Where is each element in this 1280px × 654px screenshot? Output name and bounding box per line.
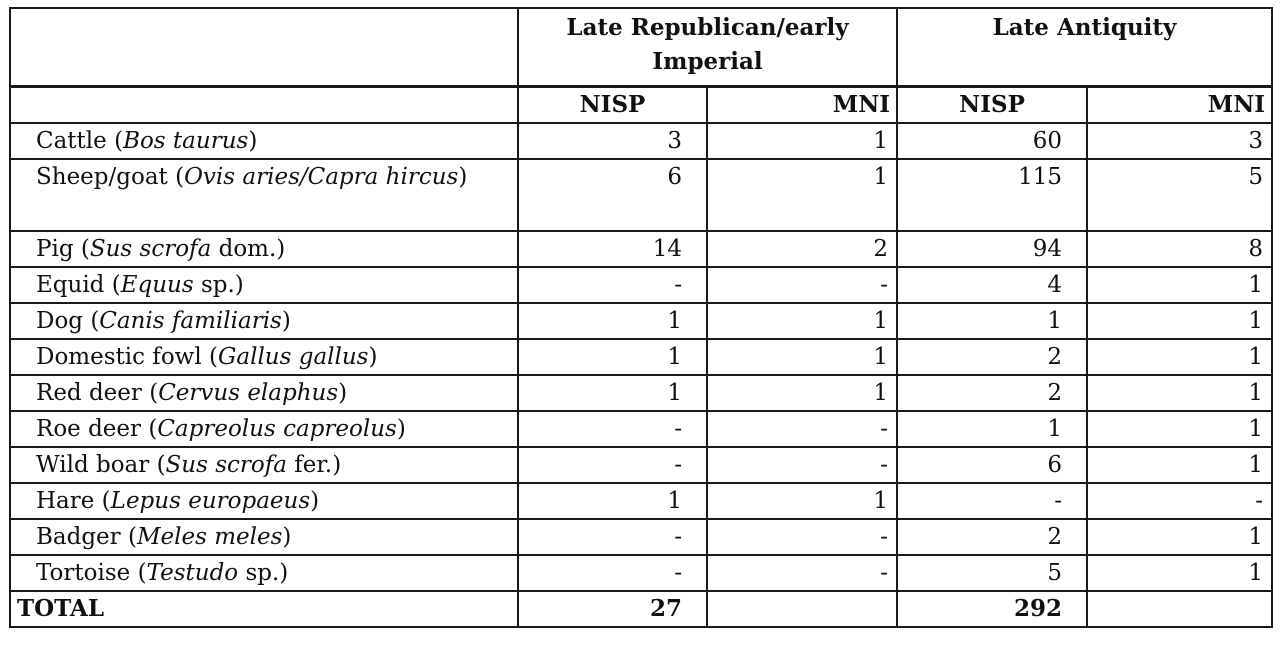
cell-la-nisp: 2 — [897, 519, 1087, 555]
sub-header-lr-mni: MNI — [707, 87, 897, 124]
taxon-name — [10, 231, 518, 267]
table-row — [10, 519, 1272, 555]
taxon-suffix: ) — [248, 128, 258, 154]
cell-lr-mni: - — [707, 519, 897, 555]
taxon-name — [10, 159, 518, 231]
total-la-nisp: 292 — [897, 591, 1087, 627]
cell-lr-mni: 1 — [707, 339, 897, 375]
table-row — [10, 483, 1272, 519]
cell-la-mni: 1 — [1087, 411, 1272, 447]
taxon-common-name: Sheep/goat ( — [36, 164, 185, 190]
total-la-mni — [1087, 591, 1272, 627]
cell-la-nisp: 94 — [897, 231, 1087, 267]
taxon-suffix: fer.) — [286, 452, 342, 478]
cell-la-mni: 1 — [1087, 519, 1272, 555]
taxon-name — [10, 519, 518, 555]
cell-lr-mni: 1 — [707, 303, 897, 339]
taxon-common-name: Domestic fowl ( — [36, 344, 218, 370]
taxon-latin-name: Testudo — [146, 560, 239, 586]
cell-lr-mni: - — [707, 411, 897, 447]
group-header-late-republican: Late Republican/early Imperial — [518, 8, 897, 87]
cell-la-mni: 8 — [1087, 231, 1272, 267]
cell-lr-nisp: 1 — [518, 339, 707, 375]
group-header-row — [10, 8, 1272, 87]
cell-lr-nisp: 3 — [518, 123, 707, 159]
table-row — [10, 159, 1272, 231]
taxon-latin-name: Cervus elaphus — [158, 380, 339, 406]
taxon-name — [10, 339, 518, 375]
sub-header-lr-nisp: NISP — [518, 87, 707, 124]
cell-la-mni: 1 — [1087, 555, 1272, 591]
taxon-common-name: Red deer ( — [36, 380, 159, 406]
cell-la-mni: 1 — [1087, 267, 1272, 303]
taxon-common-name: Hare ( — [36, 488, 111, 514]
cell-lr-nisp: 14 — [518, 231, 707, 267]
taxon-suffix: ) — [338, 380, 348, 406]
cell-lr-nisp: 1 — [518, 375, 707, 411]
cell-lr-mni: 2 — [707, 231, 897, 267]
taxon-name — [10, 303, 518, 339]
table-row — [10, 123, 1272, 159]
taxon-latin-name: Meles meles — [136, 524, 283, 550]
sub-header-taxon — [10, 87, 518, 124]
cell-lr-mni: - — [707, 267, 897, 303]
sub-header-la-nisp: NISP — [897, 87, 1087, 124]
cell-la-nisp: 60 — [897, 123, 1087, 159]
cell-la-nisp: 5 — [897, 555, 1087, 591]
taxon-name — [10, 411, 518, 447]
cell-lr-nisp: 1 — [518, 303, 707, 339]
sub-header-row — [10, 87, 1272, 124]
total-lr-nisp: 27 — [518, 591, 707, 627]
taxon-common-name: Dog ( — [36, 308, 100, 334]
taxon-latin-name: Ovis aries/Capra hircus — [184, 164, 459, 190]
cell-lr-mni: 1 — [707, 123, 897, 159]
taxon-suffix: ) — [458, 164, 468, 190]
cell-la-mni: 1 — [1087, 447, 1272, 483]
taxon-latin-name: Gallus gallus — [218, 344, 369, 370]
cell-la-nisp: 1 — [897, 303, 1087, 339]
taxon-common-name: Equid ( — [36, 272, 121, 298]
cell-la-nisp: 6 — [897, 447, 1087, 483]
taxon-suffix: ) — [368, 344, 378, 370]
cell-la-nisp: 4 — [897, 267, 1087, 303]
taxon-name — [10, 375, 518, 411]
taxon-suffix: sp.) — [193, 272, 244, 298]
cell-la-nisp: 115 — [897, 159, 1087, 231]
sub-header-la-mni: MNI — [1087, 87, 1272, 124]
cell-la-mni: 1 — [1087, 375, 1272, 411]
table-row — [10, 375, 1272, 411]
taxon-suffix: ) — [282, 524, 292, 550]
taxon-common-name: Pig ( — [36, 236, 90, 262]
table-row — [10, 447, 1272, 483]
taxon-common-name: Roe deer ( — [36, 416, 158, 442]
taxon-latin-name: Lepus europaeus — [110, 488, 311, 514]
taxon-suffix: sp.) — [238, 560, 289, 586]
table-row — [10, 231, 1272, 267]
table-row — [10, 267, 1272, 303]
taxon-common-name: Badger ( — [36, 524, 137, 550]
taxon-suffix: ) — [281, 308, 291, 334]
cell-lr-nisp: 6 — [518, 159, 707, 231]
taxon-latin-name: Sus scrofa — [89, 236, 212, 262]
cell-lr-nisp: - — [518, 519, 707, 555]
cell-lr-nisp: - — [518, 411, 707, 447]
taxon-latin-name: Canis familiaris — [99, 308, 282, 334]
faunal-remains-table — [9, 7, 1273, 628]
cell-lr-nisp: - — [518, 555, 707, 591]
table-row — [10, 555, 1272, 591]
taxon-suffix: dom.) — [211, 236, 286, 262]
cell-lr-mni: 1 — [707, 159, 897, 231]
taxon-common-name: Tortoise ( — [36, 560, 147, 586]
cell-la-mni: - — [1087, 483, 1272, 519]
cell-la-nisp: 1 — [897, 411, 1087, 447]
taxon-latin-name: Bos taurus — [123, 128, 249, 154]
cell-la-nisp: 2 — [897, 375, 1087, 411]
total-lr-mni — [707, 591, 897, 627]
cell-la-mni: 1 — [1087, 303, 1272, 339]
cell-lr-mni: 1 — [707, 375, 897, 411]
cell-la-mni: 1 — [1087, 339, 1272, 375]
cell-lr-mni: - — [707, 555, 897, 591]
taxon-name — [10, 483, 518, 519]
taxon-latin-name: Sus scrofa — [165, 452, 287, 478]
taxon-common-name: Wild boar ( — [36, 452, 166, 478]
cell-lr-nisp: 1 — [518, 483, 707, 519]
cell-lr-nisp: - — [518, 447, 707, 483]
cell-lr-nisp: - — [518, 267, 707, 303]
taxon-name — [10, 123, 518, 159]
taxon-name — [10, 267, 518, 303]
total-label: TOTAL — [10, 591, 518, 627]
taxon-suffix: ) — [396, 416, 406, 442]
taxon-name — [10, 447, 518, 483]
group-header-late-antiquity: Late Antiquity — [897, 8, 1272, 87]
cell-lr-mni: 1 — [707, 483, 897, 519]
table-row — [10, 339, 1272, 375]
cell-la-mni: 3 — [1087, 123, 1272, 159]
table-row — [10, 411, 1272, 447]
cell-la-nisp: - — [897, 483, 1087, 519]
table-body — [10, 123, 1272, 591]
taxon-suffix: ) — [310, 488, 320, 514]
cell-la-mni: 5 — [1087, 159, 1272, 231]
total-row — [10, 591, 1272, 627]
group-header-blank — [10, 8, 518, 87]
taxon-common-name: Cattle ( — [36, 128, 124, 154]
taxon-name — [10, 555, 518, 591]
taxon-latin-name: Equus — [120, 272, 194, 298]
table-row — [10, 303, 1272, 339]
cell-lr-mni: - — [707, 447, 897, 483]
taxon-latin-name: Capreolus capreolus — [157, 416, 397, 442]
cell-la-nisp: 2 — [897, 339, 1087, 375]
